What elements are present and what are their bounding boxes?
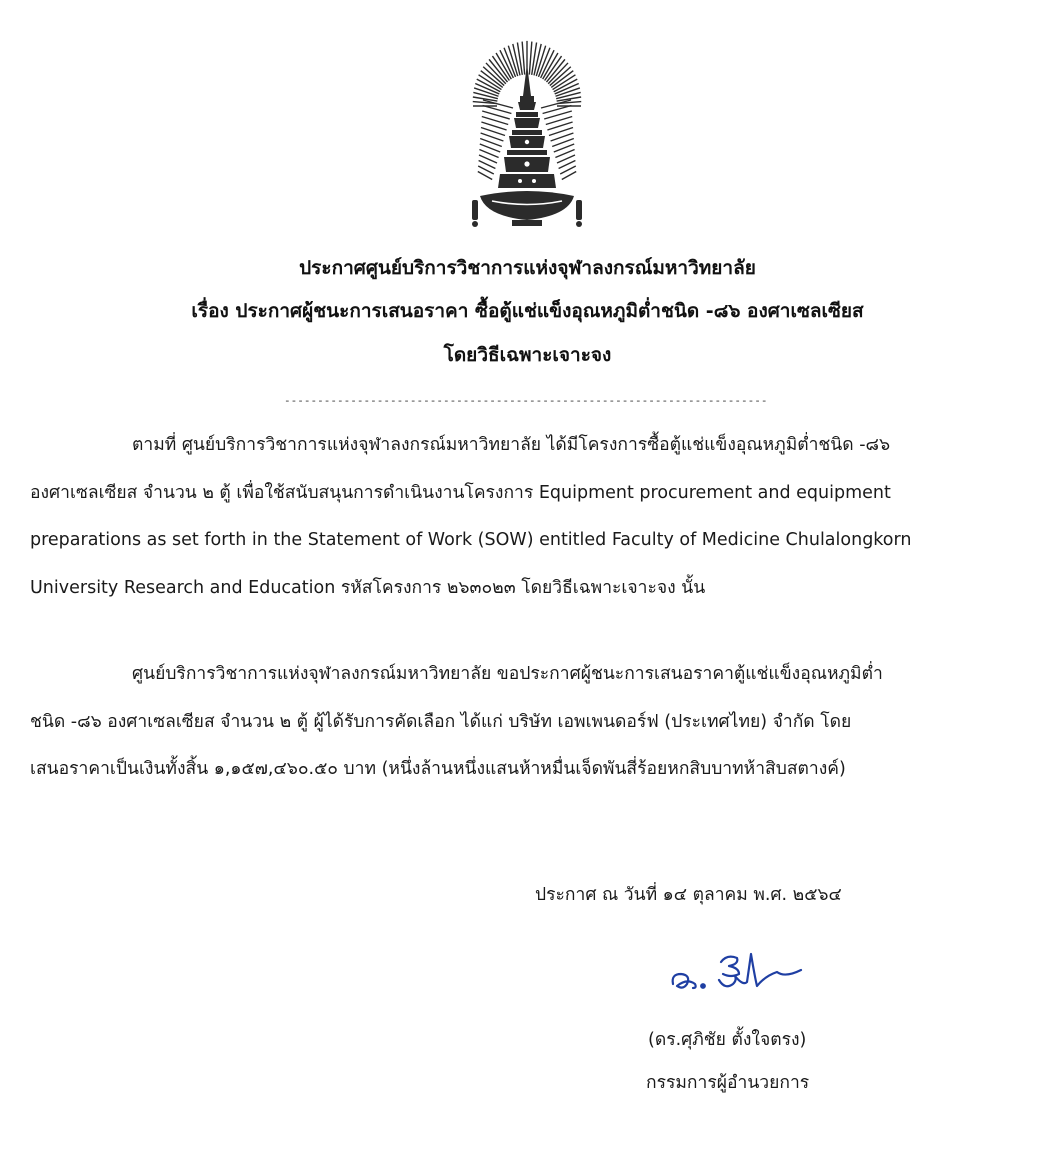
paragraph-2 — [30, 651, 1015, 794]
paragraph-line: ตามที่ ศูนย์บริการวิชาการแห่งจุฬาลงกรณ์มหาวิทยาลัย ได้มีโครงการซื้อตู้แช่แข็งอุณหภูมิต่ำชนิด -๘๖ — [132, 435, 891, 455]
title-line-1: ประกาศศูนย์บริการวิชาการแห่งจุฬาลงกรณ์มหาวิทยาลัย — [299, 257, 756, 279]
emblem-ray — [529, 42, 531, 75]
paragraph-1 — [30, 422, 1015, 612]
announcement-date: ประกาศ ณ วันที่ ๑๔ ตุลาคม พ.ศ. ๒๕๖๔ — [535, 885, 842, 905]
signer-name: (ดร.ศุภิชัย ตั้งใจตรง) — [648, 1030, 807, 1050]
paragraph-line: เสนอราคาเป็นเงินทั้งสิ้น ๑,๑๕๗,๔๖๐.๕๐ บาท (หนึ่งล้านหนึ่งแสนห้าหมื่นเจ็ดพันสี่ร้อยหกสิบบาทห้าสิบสตางค์) — [30, 759, 846, 779]
paragraph-line: องศาเซลเซียส จำนวน ๒ ตู้ เพื่อใช้สนับสนุนการดำเนินงานโครงการ Equipment procurement and equipment — [30, 482, 891, 503]
signature-icon — [665, 948, 815, 998]
signer-title: กรรมการผู้อำนวยการ — [646, 1073, 810, 1093]
title-line-2: เรื่อง ประกาศผู้ชนะการเสนอราคา ซื้อตู้แช่แข็งอุณหภูมิต่ำชนิด -๘๖ องศาเซลเซียส — [191, 300, 864, 322]
paragraph-line: University Research and Education รหัสโครงการ ๒๖๓๐๒๓ โดยวิธีเฉพาะเจาะจง นั้น — [30, 577, 706, 598]
divider-line: ------------------------------------------------------------------------- — [284, 394, 768, 407]
chulalongkorn-emblem-icon — [462, 36, 592, 242]
emblem-ray — [486, 63, 506, 84]
emblem-ray — [522, 42, 524, 75]
emblem-ray — [548, 63, 568, 84]
paragraph-line: ศูนย์บริการวิชาการแห่งจุฬาลงกรณ์มหาวิทยาลัย ขอประกาศผู้ชนะการเสนอราคาตู้แช่แข็งอุณหภูมิต่ำ — [132, 664, 883, 684]
paragraph-line: preparations as set forth in the Statement of Work (SOW) entitled Faculty of Medicine Chulalongkorn — [30, 530, 912, 550]
title-line-3: โดยวิธีเฉพาะเจาะจง — [443, 344, 612, 366]
paragraph-line: ชนิด -๘๖ องศาเซลเซียส จำนวน ๒ ตู้ ผู้ได้รับการคัดเลือก ได้แก่ บริษัท เอพเพนดอร์ฟ (ประเทศไทย) จำกัด โดย — [30, 711, 852, 732]
